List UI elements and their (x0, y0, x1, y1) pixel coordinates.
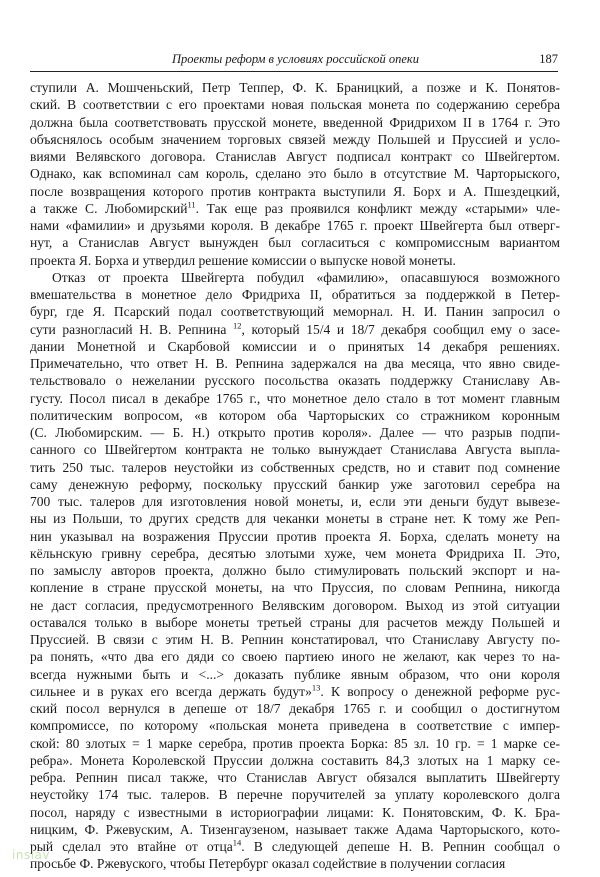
text-line (30, 752, 560, 769)
text-line (30, 372, 560, 389)
text-run: оставался только в выборе монеты третьей страны для расчетов между Польшей и (30, 614, 560, 630)
text-run: ны из Польши, то других средств для чеканки монеты в стране нет. К тому же Реп- (30, 511, 560, 527)
text-run: просьбе Ф. Ржевуского, чтобы Петербург оказал содействие в получении согласия (30, 856, 506, 872)
text-line (30, 355, 560, 372)
text-run: сути разногласий Н. В. Репнина (30, 321, 233, 337)
text-line (30, 700, 560, 717)
text-line (30, 200, 560, 217)
text-run: Однако, как вспоминал сам король, сделано это было в отсутствие М. Чарторыского, (30, 166, 560, 182)
text-run: . К вопросу о денежной реформе рус- (320, 683, 560, 699)
text-run: всегда нужными быть и <...> доказать публике явным образом, что они короля (30, 666, 560, 682)
text-line (30, 510, 560, 527)
text-run: Пруссией. В связи с этим Н. В. Репнин констатировал, что Станиславу Августу по- (30, 632, 560, 647)
text-run: Примечательно, что ответ Н. В. Репнина задержался на два месяца, что явно свиде- (30, 356, 560, 371)
text-run: а также С. Любомирский (30, 200, 188, 216)
running-title: Проекты реформ в условиях российской опеки (172, 52, 419, 66)
text-run: кёльнскую гривну серебра, десятью злотыми хуже, чем монета Фридриха II. Это, (30, 545, 560, 561)
text-line (30, 493, 560, 510)
text-run: . В следующей депеше Н. В. Репнин сообщал о (241, 839, 560, 854)
text-run: политическим вопросом, «в котором оба Чарторыских со стражником коронным (30, 407, 560, 423)
body-text (30, 79, 560, 873)
text-line (30, 545, 560, 562)
paragraph (30, 269, 560, 873)
text-line (30, 303, 560, 320)
text-run: вмешательства в монетное дело Фридриха II, обратиться за поддержкой в Петер- (30, 287, 560, 302)
text-run: рый сделал это втайне от отца (30, 839, 233, 854)
text-line (30, 838, 560, 855)
text-run: по замыслу авторов проекта, должно было стимулировать польский экспорт и на- (30, 563, 560, 578)
text-line (30, 131, 560, 148)
text-run: Отказ от проекта Швейгерта побудил «фамилию», опасавшуюся возможного (52, 269, 560, 285)
text-line (30, 683, 560, 700)
text-run: дании Монетной и Скарбовой комиссии и о принятых 14 декабря решениях. (30, 338, 560, 354)
text-run: ской: 80 злотых = 1 марке серебра, против проекта Борка: 85 зл. 10 гр. = 1 марке се- (30, 735, 560, 751)
header-divider (30, 71, 558, 72)
text-run: объяснялось особым значением торговых связей между Польшей и Пруссией и усло- (30, 131, 560, 147)
text-line (30, 148, 560, 165)
text-run: копление в стране прусской монеты, на что Пруссия, по словам Репнина, никогда (30, 580, 560, 596)
text-run: нин указывал на возражения Пруссии против проекта Я. Борха, сделать монету на (30, 528, 560, 544)
text-line (30, 338, 560, 355)
text-run: ский посол вернулся в депеше от 18/7 декабря 1765 г. и сообщил о достигнутом (30, 701, 560, 716)
text-line (30, 821, 560, 838)
text-run: санного со Швейгертом контракта не только вынуждает Станислава Августа выпла- (30, 442, 560, 458)
text-run: густу. Посол писал в декабре 1765 г., что монетное дело стало в тот момент главным (30, 390, 560, 406)
text-run: компромиссе, по которому «польская монета приведена в соответствие с импер- (30, 718, 560, 734)
text-run: бург, где Я. Псарский подал соответствующий меморнал. Н. И. Панин запросил о (30, 304, 560, 320)
page-number: 187 (539, 52, 558, 66)
text-line (30, 717, 560, 734)
text-line (30, 96, 560, 113)
text-line (30, 165, 560, 182)
text-run: сильнее и в руках его всегда держать будут» (30, 683, 312, 699)
text-line (30, 441, 560, 458)
watermark: inslav (12, 848, 50, 862)
text-line (30, 407, 560, 424)
text-line (30, 735, 560, 752)
text-run: ницким, Ф. Ржевуским, А. Тизенгаузеном, называет также Адама Чарторыского, кото- (30, 821, 560, 837)
text-line (30, 252, 560, 269)
text-run: . Так еще раз проявился конфликт между «старыми» чле- (195, 200, 560, 216)
text-run: неустойку 174 тыс. талеров. В перечне поручителей за уплату королевского долга (30, 787, 560, 803)
text-run: тельствовало о нежелании русского посольства оказать поддержку Станиславу Ав- (30, 373, 560, 389)
text-line (30, 769, 560, 786)
text-line (30, 855, 560, 872)
text-run: ребра. Репнин писал также, что Станислав Август обязался выплатить Швейгерту (30, 770, 560, 785)
text-line (30, 786, 560, 803)
paragraph (30, 79, 560, 269)
running-header (32, 50, 560, 72)
text-line (30, 321, 560, 338)
text-line (30, 390, 560, 407)
text-line (30, 597, 560, 614)
text-run: , который 15/4 и 18/7 декабря сообщил ему о засе- (241, 321, 560, 337)
text-run: должна была соответствовать прусской монете, введенной Фридрихом II в 1764 г. Это (30, 114, 560, 130)
text-run: саму денежную реформу, поскольку прусский банкир уже заготовил серебра на (30, 476, 560, 492)
text-run: ступили А. Мошченьский, Петр Теппер, Ф. К. Браницкий, а позже и К. Понятов- (30, 80, 560, 95)
text-line (30, 217, 560, 234)
text-line (30, 183, 560, 200)
text-line (30, 804, 560, 821)
text-line (30, 579, 560, 596)
text-run: ский. В соответствии с его проектами новая польская монета по содержанию серебра (30, 97, 560, 113)
footnote-ref: 13 (311, 682, 321, 693)
text-run: нут, а Станислав Август вынужден был согласиться с компромиссным вариантом (30, 235, 560, 251)
text-line (30, 234, 560, 251)
text-run: тить 250 тыс. талеров неустойки из собственных средств, но и ставит под сомнение (30, 459, 560, 475)
text-run: 700 тыс. талеров для изготовления новой монеты, и, если эти деньги будут вывезе- (30, 494, 560, 509)
footnote-ref: 14 (232, 838, 242, 848)
text-line (30, 269, 560, 286)
text-run: после возвращения которого против контракта выступили Я. Борх и А. Пшездецкий, (30, 183, 560, 199)
text-line (30, 114, 560, 131)
text-line (30, 648, 560, 665)
text-run: (С. Любомирским. — Б. Н.) открыто против короля». Далее — что разрыв подпи- (30, 425, 560, 440)
text-line (30, 562, 560, 579)
text-run: посол, наряду с известными в историографии лицами: К. Понятовским, Ф. К. Бра- (30, 804, 560, 820)
text-line (30, 424, 560, 441)
footnote-ref: 12 (233, 320, 242, 330)
text-line (30, 528, 560, 545)
text-run: проекта Я. Борха и утвердил решение комиссии о выпуске новой монеты. (30, 252, 456, 268)
text-line (30, 476, 560, 493)
footnote-ref: 11 (187, 199, 196, 210)
text-run: нами «фамилии» и друзьями короля. В декабре 1765 г. проект Швейгерта был отверг- (30, 218, 560, 233)
text-line (30, 666, 560, 683)
text-line (30, 79, 560, 96)
text-line (30, 459, 560, 476)
text-line (30, 631, 560, 648)
text-line (30, 614, 560, 631)
text-run: виями Велявского договора. Станислав Август подписал контракт со Швейгертом. (30, 149, 560, 164)
text-run: ребра». Монета Королевской Пруссии должна составить 84,3 злотых на 1 марку се- (30, 752, 560, 768)
text-run: ра понять, «что два его дяди со своею партиею иного не желают, как через то на- (30, 649, 560, 665)
text-line (30, 286, 560, 303)
text-run: не даст согласия, предусмотренного Велявским договором. Выход из этой ситуации (30, 597, 560, 613)
